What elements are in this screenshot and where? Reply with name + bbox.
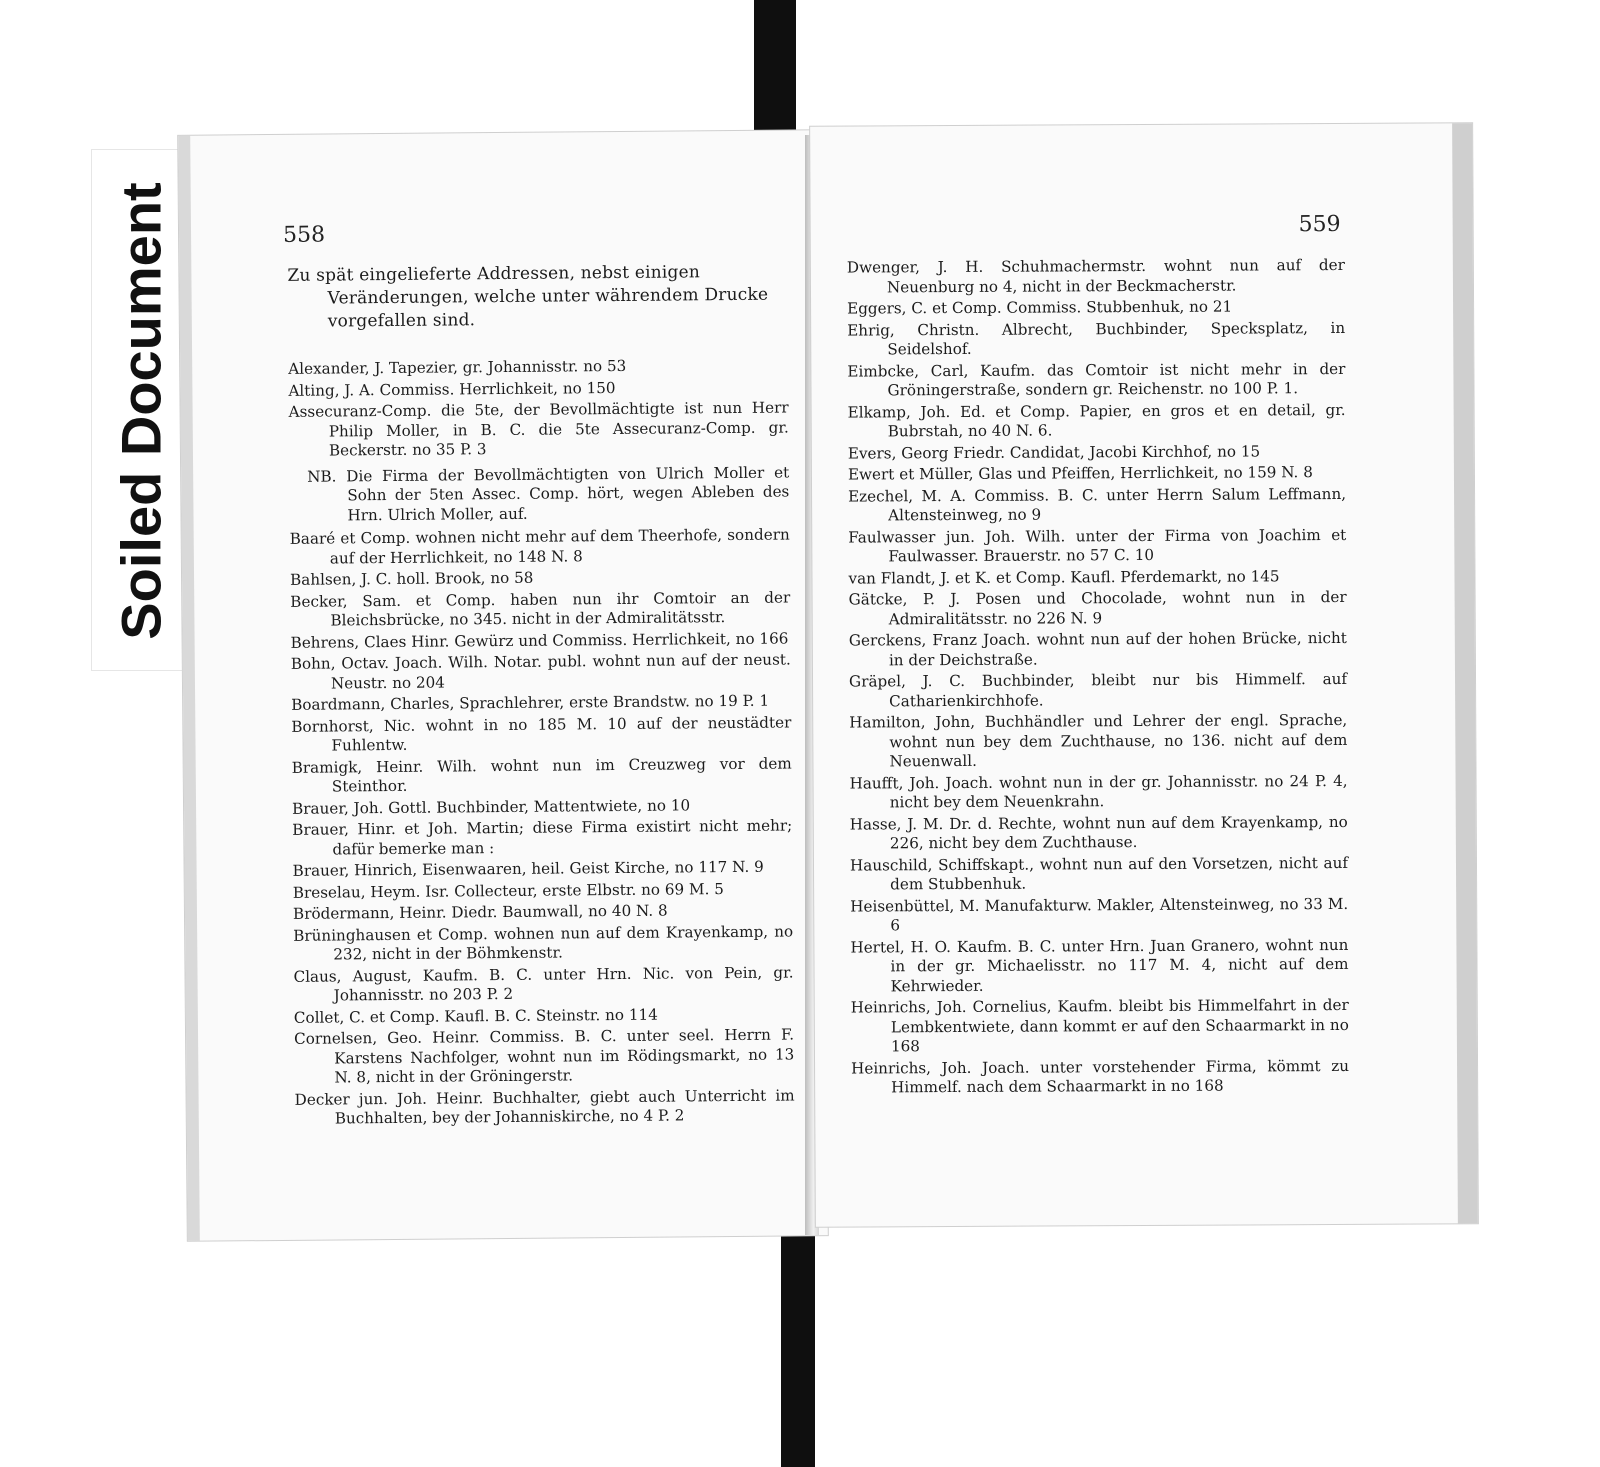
directory-entry: Eggers, C. et Comp. Commiss. Stubbenhuk, no 21 xyxy=(847,297,1233,318)
directory-entry: Hertel, H. O. Kaufm. B. C. unter Hrn. Juan Granero, wohnt nun in der gr. Michaelisstr. no 117 M. 4, nicht auf dem Kehrwieder. xyxy=(850,935,1349,995)
directory-entry: Hasse, J. M. Dr. d. Rechte, wohnt nun auf dem Krayenkamp, no 226, nicht bey dem Zuchthause. xyxy=(849,812,1348,853)
page-number-right: 559 xyxy=(1298,211,1341,238)
right-page xyxy=(810,123,1478,1226)
directory-entry: Heinrichs, Joh. Cornelius, Kaufm. bleibt bis Himmelfahrt in der Lembkentwiete, dann kommt er auf den Schaarmarkt in no 168 xyxy=(850,995,1349,1056)
directory-entry: Assecuranz-Comp. die 5te, der Bevollmächtigte ist nun Herr Philip Moller, in B. C. die 5te Assecuranz-Comp. gr. Beckerstr. no 35 P. 3 xyxy=(288,398,789,460)
directory-entry: Gerckens, Franz Joach. wohnt nun auf der hohen Brücke, nicht in der Deichstraße. xyxy=(848,628,1347,669)
directory-entry: Collet, C. et Comp. Kaufl. B. C. Steinstr. no 114 xyxy=(293,1005,658,1027)
directory-entry: Decker jun. Joh. Heinr. Buchhalter, giebt auch Unterricht im Buchhalten, bey der Johanniskirche, no 4 P. 2 xyxy=(294,1085,795,1128)
right-entry-list xyxy=(847,256,1349,1100)
directory-entry: Heinrichs, Joh. Joach. unter vorstehender Firma, kömmt zu Himmelf. nach dem Schaarmarkt in no 168 xyxy=(851,1056,1350,1097)
page-heading: Zu spät eingelieferte Addressen, nebst einigen Veränderungen, welche unter währendem Drucke vorgefallen sind. xyxy=(287,262,769,332)
directory-entry: Hauschild, Schiffskapt., wohnt nun auf den Vorsetzen, nicht auf dem Stubbenhuk. xyxy=(849,853,1349,894)
directory-entry: Dwenger, J. H. Schuhmachermstr. wohnt nun auf der Neuenburg no 4, nicht in der Beckmacherstr. xyxy=(846,255,1345,296)
directory-entry: Brüninghausen et Comp. wohnen nun auf dem Krayenkamp, no 232, nicht in der Böhmkenstr. xyxy=(293,921,794,964)
directory-entry: Ehrig, Christn. Albrecht, Buchbinder, Specksplatz, in Seidelshof. xyxy=(847,318,1346,359)
directory-entry: Haufft, Joh. Joach. wohnt nun in der gr. Johannisstr. no 24 P. 4, nicht bey dem Neuenkrahn. xyxy=(849,771,1348,812)
directory-entry: Brauer, Hinr. et Joh. Martin; diese Firma existirt nicht mehr; dafür bemerke man : xyxy=(292,816,793,858)
directory-entry: Baaré et Comp. wohnen nicht mehr auf dem Theerhofe, sondern auf der Herrlichkeit, no 148 N. 8 xyxy=(289,525,790,568)
directory-entry: Claus, August, Kaufm. B. C. unter Hrn. Nic. von Pein, gr. Johannisstr. no 203 P. 2 xyxy=(293,962,794,1005)
directory-entry: Brödermann, Heinr. Diedr. Baumwall, no 40 N. 8 xyxy=(292,901,668,923)
directory-entry: Eimbcke, Carl, Kaufm. das Comtoir ist nicht mehr in der Gröningerstraße, sondern gr. Reichenstr. no 100 P. 1. xyxy=(847,359,1346,400)
directory-entry: Alexander, J. Tapezier, gr. Johannisstr. no 53 xyxy=(288,356,627,378)
directory-entry: NB. Die Firma der Bevollmächtigten von Ulrich Moller et Sohn der 5ten Assec. Comp. hört, wegen Ableben des Hrn. Ulrich Moller, auf. xyxy=(307,462,790,524)
directory-entry: Bornhorst, Nic. wohnt in no 185 M. 10 auf der neustädter Fuhlentw. xyxy=(291,712,792,755)
directory-entry: Cornelsen, Geo. Heinr. Commiss. B. C. unter seel. Herrn F. Karstens Nachfolger, wohnt nun im Rödingsmarkt, no 13 N. 8, nicht in der Gröningerstr. xyxy=(293,1025,795,1087)
directory-entry: Brauer, Joh. Gottl. Buchbinder, Mattentwiete, no 10 xyxy=(291,795,691,818)
left-page xyxy=(178,130,828,1241)
directory-entry: van Flandt, J. et K. et Comp. Kaufl. Pferdemarkt, no 145 xyxy=(848,566,1280,588)
directory-entry: Breselau, Heym. Isr. Collecteur, erste Elbstr. no 69 M. 5 xyxy=(292,879,724,902)
directory-entry: Behrens, Claes Hinr. Gewürz und Commiss. Herrlichkeit, no 166 xyxy=(290,629,789,652)
soiled-document-label-text: Soiled Document xyxy=(109,182,173,640)
directory-entry: Elkamp, Joh. Ed. et Comp. Papier, en gros et en detail, gr. Bubrstah, no 40 N. 6. xyxy=(847,400,1346,441)
directory-entry: Hamilton, John, Buchhändler und Lehrer der engl. Sprache, wohnt nun bey dem Zuchthause, no 136. nicht auf dem Neuenwall. xyxy=(849,710,1348,771)
directory-entry: Boardmann, Charles, Sprachlehrer, erste Brandstw. no 19 P. 1 xyxy=(291,691,770,714)
directory-entry: Gätcke, P. J. Posen und Chocolade, wohnt nun in der Admiralitätsstr. no 226 N. 9 xyxy=(848,587,1347,628)
page-number-left: 558 xyxy=(282,222,326,248)
directory-entry: Gräpel, J. C. Buchbinder, bleibt nur bis Himmelf. auf Catharienkirchhofe. xyxy=(848,669,1348,710)
left-entry-list xyxy=(288,355,795,1131)
directory-entry: Bohn, Octav. Joach. Wilh. Notar. publ. wohnt nun auf der neust. Neustr. no 204 xyxy=(290,650,791,693)
binding-strip-bottom xyxy=(781,1222,815,1467)
directory-entry: Bramigk, Heinr. Wilh. wohnt nun im Creuzweg vor dem Steinthor. xyxy=(291,753,792,796)
directory-entry: Faulwasser jun. Joh. Wilh. unter der Firma von Joachim et Faulwasser. Brauerstr. no 57 C. 10 xyxy=(848,525,1347,566)
directory-entry: Ewert et Müller, Glas und Pfeiffen, Herrlichkeit, no 159 N. 8 xyxy=(847,463,1313,484)
directory-entry: Evers, Georg Friedr. Candidat, Jacobi Kirchhof, no 15 xyxy=(847,441,1261,463)
directory-entry: Becker, Sam. et Comp. haben nun ihr Comtoir an der Bleichsbrücke, no 345. nicht in der Admiralitätsstr. xyxy=(290,587,791,630)
binding-strip-top xyxy=(754,0,796,140)
directory-entry: Brauer, Hinrich, Eisenwaaren, heil. Geist Kirche, no 117 N. 9 xyxy=(292,857,764,880)
directory-entry: Alting, J. A. Commiss. Herrlichkeit, no 150 xyxy=(288,378,616,400)
directory-entry: Ezechel, M. A. Commiss. B. C. unter Herrn Salum Leffmann, Altensteinweg, no 9 xyxy=(848,484,1347,525)
directory-entry: Heisenbüttel, M. Manufakturw. Makler, Altensteinweg, no 33 M. 6 xyxy=(850,894,1349,935)
directory-entry: Bahlsen, J. C. holl. Brook, no 58 xyxy=(289,568,534,589)
